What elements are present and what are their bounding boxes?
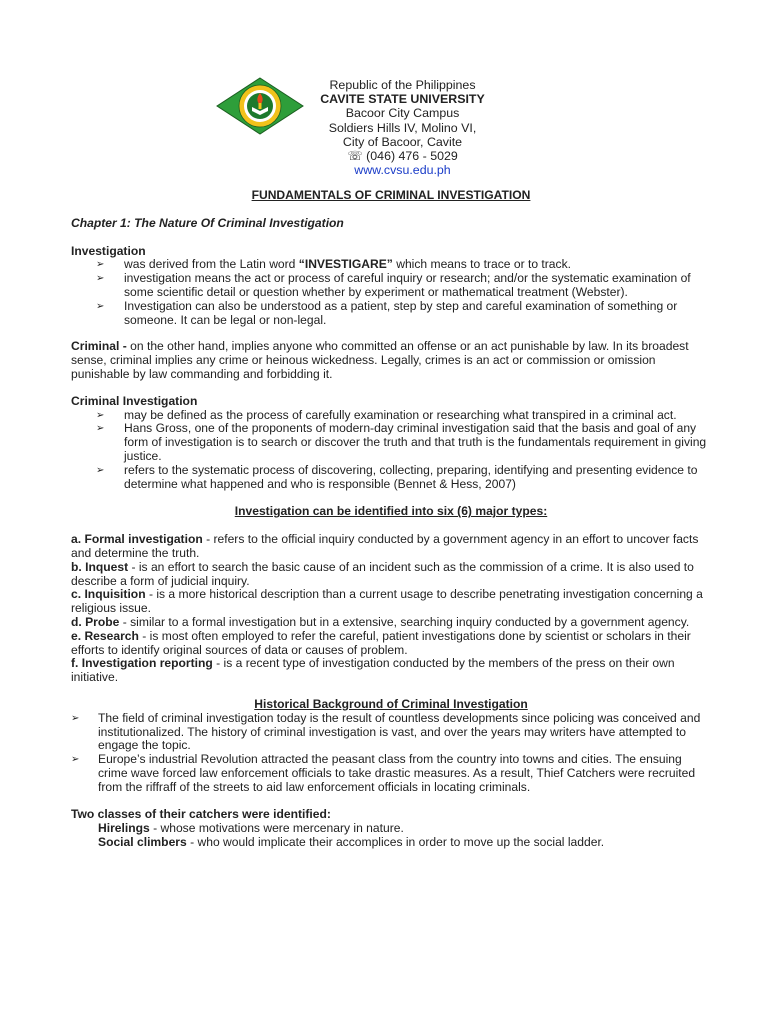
address-line-2: City of Bacoor, Cavite xyxy=(342,134,463,149)
arrow-bullet-icon: ➢ xyxy=(96,259,105,271)
type-item: f. Investigation reporting - is a recent type of investigation conducted by the members of the press on their own initiative. xyxy=(71,656,675,685)
criminal-investigation-heading: Criminal Investigation xyxy=(71,393,198,408)
arrow-bullet-icon: ➢ xyxy=(71,754,80,766)
campus-line: Bacoor City Campus xyxy=(345,106,460,121)
type-item: c. Inquisition - is a more historical description than a current usage to describe penetrating investigation concerning a religious issue. xyxy=(71,587,703,616)
catcher-item: Hirelings - whose motivations were mercenary in nature. xyxy=(98,821,404,836)
arrow-bullet-icon: ➢ xyxy=(96,423,105,435)
university-name: CAVITE STATE UNIVERSITY xyxy=(320,92,485,107)
type-item: b. Inquest - is an effort to search the basic cause of an incident such as the commission of a crime. It is also used to describe a form of judicial inquiry. xyxy=(71,559,694,588)
address-line-1: Soldiers Hills IV, Molino VI, xyxy=(328,120,477,135)
list-item: ➢ Hans Gross, one of the proponents of modern-day criminal investigation said that the basis and goal of any form of investigation is to search or discover the truth and that truth is the fundamentals requirement in giving justice. xyxy=(96,421,707,463)
investigation-list xyxy=(71,258,711,327)
republic-line: Republic of the Philippines xyxy=(329,78,476,92)
list-item: ➢ Investigation can also be understood as a patient, step by step and careful examination of something or someone. It can be legal or non-legal. xyxy=(96,298,678,327)
list-item: ➢ Europe’s industrial Revolution attracted the peasant class from the country into towns and cities. The ensuing crime wave forced law enforcement officials to take drastic measures. As a result, Thief Catchers were recruited from the riffraff of the streets to aid law enforcement officials in locating criminals. xyxy=(71,752,696,794)
list-item: ➢ The field of criminal investigation today is the result of countless developments since policing was conceived and institutionalized. The history of criminal investigation is vast, and over the years may writers have attempted to engage the topic. xyxy=(71,710,701,753)
types-heading: Investigation can be identified into six (6) major types: xyxy=(234,504,548,519)
investigation-heading: Investigation xyxy=(71,243,146,258)
list-item: ➢ investigation means the act or process of careful inquiry or research; and/or the systematic examination of some scientific detail or question whether by experiment or mathematical treatment (Webster). xyxy=(96,271,691,299)
document-body xyxy=(71,189,711,850)
type-item: d. Probe - similar to a formal investigation but in a extensive, searching inquiry conducted by a government agency. xyxy=(71,614,690,629)
history-list xyxy=(71,712,711,795)
history-heading: Historical Background of Criminal Investigation xyxy=(254,696,528,711)
type-item: a. Formal investigation - refers to the official inquiry conducted by a government agency in an effort to uncover facts and determine the truth. xyxy=(71,532,699,560)
document-title: FUNDAMENTALS OF CRIMINAL INVESTIGATION xyxy=(251,188,531,202)
catcher-item: Social climbers - who would implicate their accomplices in order to move up the social ladder. xyxy=(98,835,605,850)
chapter-heading: Chapter 1: The Nature Of Criminal Investigation xyxy=(71,215,344,230)
phone-line: ☏ (046) 476 - 5029 xyxy=(347,149,458,164)
catchers-heading: Two classes of their catchers were identified: xyxy=(71,807,331,822)
university-seal-logo xyxy=(216,77,304,135)
letterhead xyxy=(0,75,768,185)
arrow-bullet-icon: ➢ xyxy=(96,409,105,421)
arrow-bullet-icon: ➢ xyxy=(96,273,105,285)
letterhead-text xyxy=(305,78,500,177)
list-item: ➢ refers to the systematic process of discovering, collecting, preparing, identifying and presenting evidence to determine what happened and who is responsible (Bennet & Hess, 2007) xyxy=(96,462,698,491)
type-item: e. Research - is most often employed to refer the careful, patient investigations done by scientist or scholars in their efforts to identify original sources of data or causes of problem. xyxy=(71,628,691,657)
arrow-bullet-icon: ➢ xyxy=(71,712,80,724)
arrow-bullet-icon: ➢ xyxy=(96,464,105,476)
list-item: ➢ was derived from the Latin word “INVESTIGARE” which means to trace or to track. xyxy=(96,257,571,272)
criminal-investigation-list xyxy=(71,409,711,492)
criminal-definition: Criminal - on the other hand, implies anyone who committed an offense or an act punishable by law. In its broadest sense, criminal implies any crime or heinous wickedness. Legally, crimes is an act or commission or omission punishable by law commanding and forbidding it. xyxy=(71,339,689,381)
arrow-bullet-icon: ➢ xyxy=(96,300,105,312)
website-link[interactable]: www.cvsu.edu.ph xyxy=(354,163,451,178)
list-item: ➢ may be defined as the process of carefully examination or researching what transpired in a criminal act. xyxy=(96,407,677,422)
